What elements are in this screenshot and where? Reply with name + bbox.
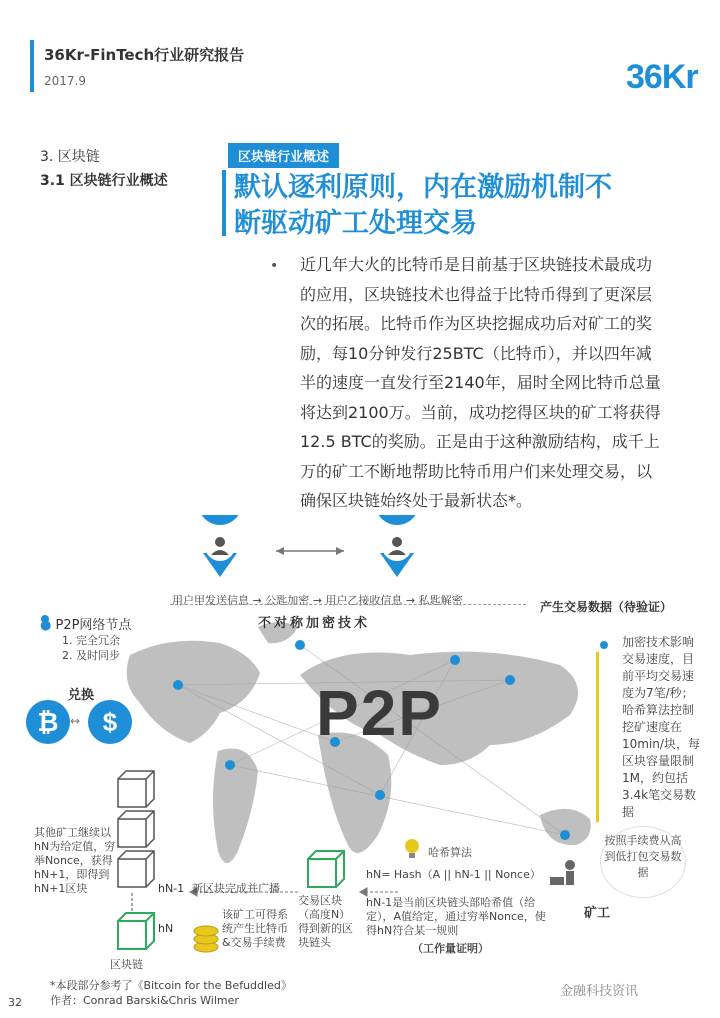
- node-dot-icon: ●: [40, 618, 52, 633]
- blockchain-diagram: [0, 515, 720, 985]
- brand-logo: 36Kr: [626, 58, 698, 96]
- bitcoin-icon: ₿: [26, 700, 70, 744]
- user-pin-icon: [375, 515, 419, 577]
- p2p-big-label: P2P: [316, 677, 443, 749]
- body-paragraph: [300, 250, 692, 516]
- body-line: 12.5 BTC的奖励。正是由于这种激励结构，成千上: [300, 432, 660, 451]
- fee-note: 按照手续费从高到低打包交易数据: [600, 826, 686, 898]
- chapter-label: 3. 区块链: [40, 149, 100, 165]
- p2p-node-title: [40, 614, 131, 633]
- footnote-line: 作者：Conrad Barski&Chris Wilmer: [50, 994, 239, 1007]
- hn-label: hN: [158, 922, 174, 935]
- other-miners-note: 其他矿工继续以hN为给定值，穷举Nonce，获得hN+1，即得到hN+1区块: [34, 826, 116, 895]
- miner-icon: [550, 860, 575, 885]
- exchange-label: 兑换: [68, 688, 95, 703]
- body-line: 的应用，区块链技术也得益于比特币得到了更深层: [300, 284, 653, 304]
- p2p-item: 2. 及时同步: [62, 649, 120, 662]
- proof-of-work-label: （工作量证明）: [412, 942, 489, 955]
- dollar-icon: $: [88, 700, 132, 744]
- report-date: 2017.9: [44, 74, 86, 88]
- report-title: 36Kr-FinTech行业研究报告: [44, 46, 245, 64]
- page-number: 32: [8, 996, 22, 1009]
- new-block-label: 新区块完成并广播: [192, 882, 280, 895]
- header-accent-bar: [30, 40, 34, 92]
- section-tag: 区块链行业概述: [228, 143, 339, 168]
- headline-accent-bar: [222, 170, 226, 236]
- body-line: 确保区块链始终处于最新状态*。: [300, 491, 533, 510]
- headline-line-1: 默认逐利原则，内在激励机制不: [234, 172, 612, 203]
- asymmetric-label: 不对称加密技术: [258, 616, 371, 631]
- footnote: [50, 978, 292, 1008]
- speed-note: 加密技术影响交易速度，目前平均交易速度为7笔/秒；哈希算法控制挖矿速度在10min/块，每区块容量限制1M，约包括3.4k笔交易数据: [622, 635, 700, 819]
- user-pin-icon: [198, 515, 242, 577]
- body-line: 半的速度一直发行至2140年，届时全网比特币总量: [300, 373, 661, 392]
- body-line: 近几年大火的比特币是目前基于区块链技术最成功: [300, 255, 653, 274]
- tx-block-label: 交易区块（高度N）得到新的区块链头: [298, 894, 353, 949]
- produce-tx-label: 产生交易数据（待验证）: [540, 600, 673, 614]
- body-line: 次的拓展。比特币作为区块挖掘成功后对矿工的奖: [300, 314, 653, 333]
- headline-line-2: 断驱动矿工处理交易: [234, 208, 477, 239]
- speed-ruler: [596, 652, 599, 822]
- exchange-arrow-icon: ↔: [70, 714, 81, 728]
- encryption-flow: 用户甲发送信息 → 公匙加密 → 用户乙接收信息 → 私匙解密: [172, 594, 463, 607]
- double-arrow-icon: [276, 547, 344, 555]
- footnote-line: *本段部分参考了《Bitcoin for the Befuddled》: [50, 979, 292, 992]
- flow-divider: [170, 604, 526, 606]
- body-line: 将达到2100万。当前，成功挖得区块的矿工将获得: [300, 402, 661, 422]
- hash-description: hN-1是当前区块链头部哈希值（给定），A值给定，通过穷举Nonce，使得hN符合某一规则: [366, 896, 546, 937]
- block-cube-icon: [118, 771, 154, 887]
- miner-label: 矿工: [584, 906, 611, 921]
- hn-minus-1-label: hN-1: [158, 882, 185, 895]
- blockchain-label: 区块链: [110, 958, 143, 971]
- p2p-node-label: P2P网络节点: [55, 618, 132, 633]
- p2p-item: 1. 完全冗余: [62, 634, 120, 647]
- body-line: 励，每10分钟发行25BTC（比特币），并以四年减: [300, 343, 652, 363]
- body-line: 万的矿工不断地帮助比特币用户们来处理交易，以: [300, 461, 653, 481]
- coin-stack-icon: [194, 926, 218, 952]
- hash-formula: hN= Hash（A || hN-1 || Nonce）: [366, 868, 541, 881]
- lightbulb-icon: [405, 839, 419, 858]
- bullet-mark: •: [270, 258, 279, 274]
- subsection-label: 3.1 区块链行业概述: [40, 173, 168, 189]
- reward-label: 该矿工可得系统产生比特币&交易手续费: [222, 908, 288, 949]
- watermark: 金融科技资讯: [560, 984, 639, 999]
- hash-title: 哈希算法: [428, 846, 472, 859]
- page-headline: [234, 170, 674, 242]
